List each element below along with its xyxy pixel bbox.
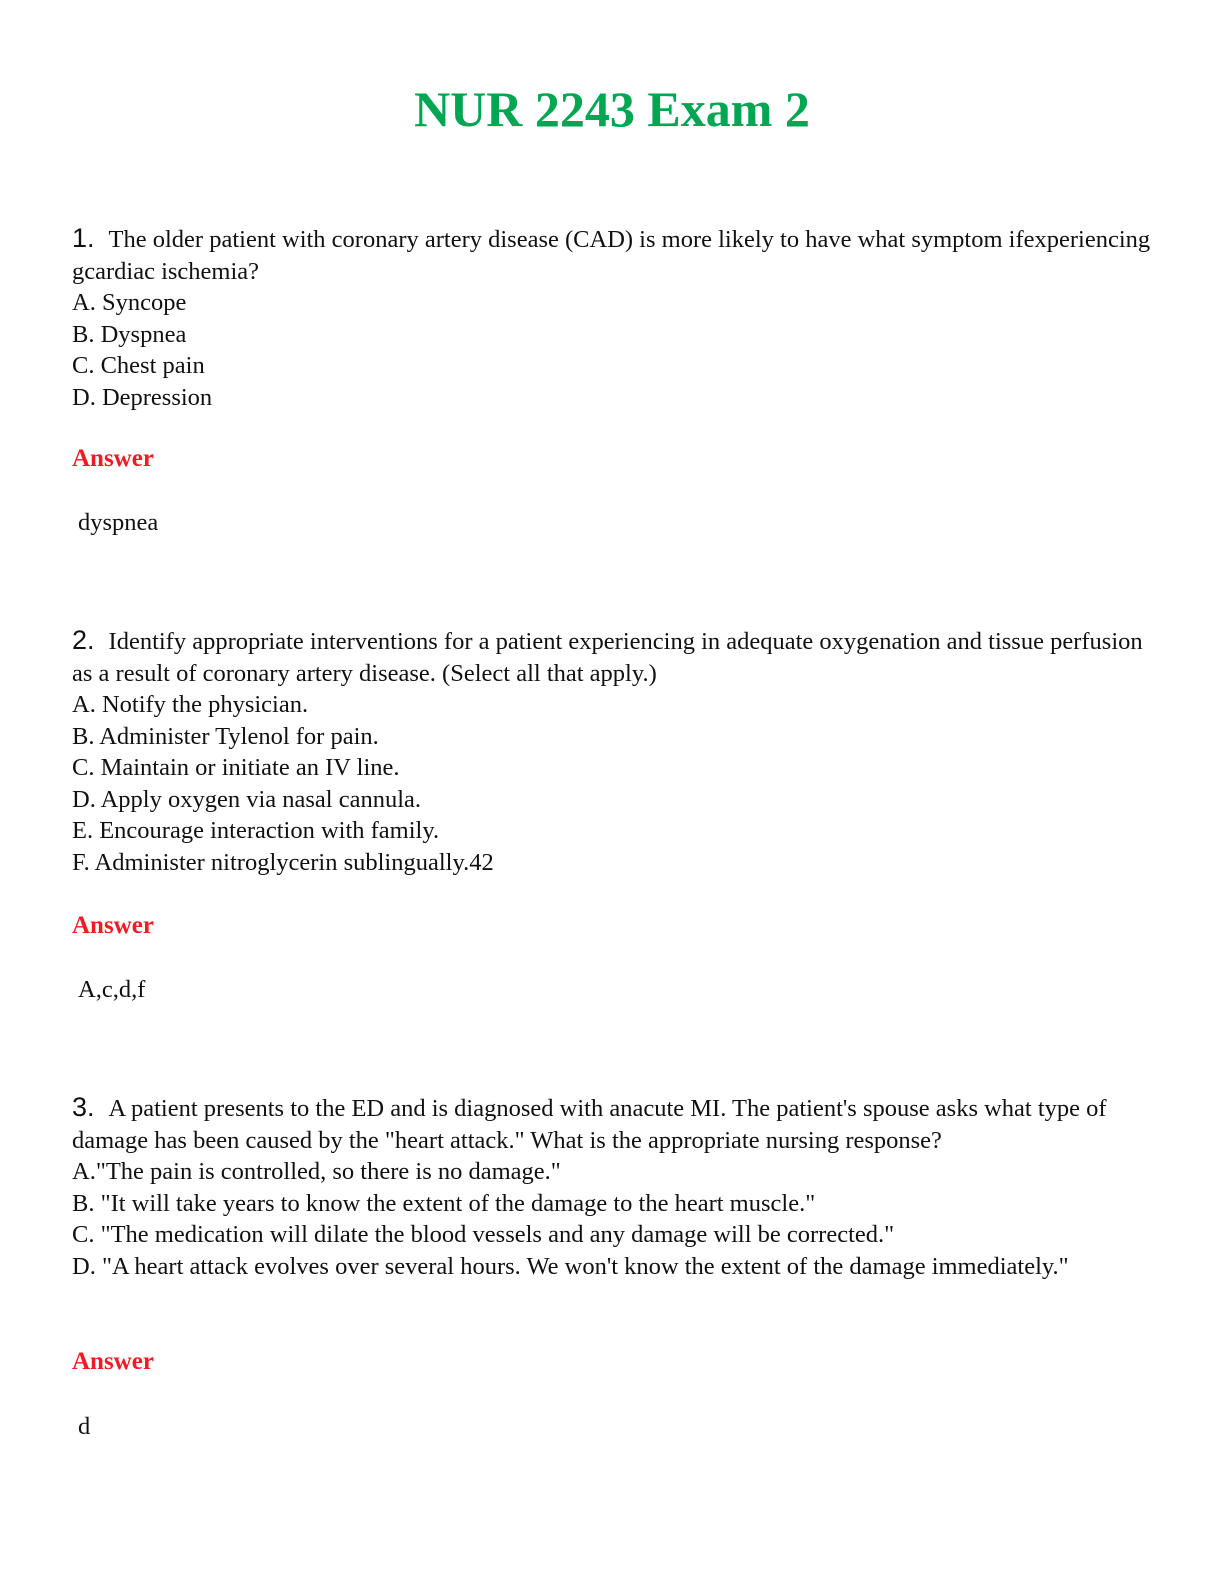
answer-option: D. Depression — [72, 383, 213, 411]
question-prompt: The older patient with coronary artery disease (CAD) is more likely to have what symptom ifexperiencing gcardiac ischemia? — [72, 226, 1151, 285]
answer-option: C. Chest pain — [72, 352, 205, 379]
question-number: 3. — [72, 1092, 95, 1122]
question-text — [72, 223, 1152, 287]
answer-option: B. Dyspnea — [72, 320, 187, 348]
answer-option: B. Administer Tylenol for pain. — [72, 722, 379, 750]
answer-option: D. Apply oxygen via nasal cannula. — [72, 785, 422, 813]
answer-option: D. "A heart attack evolves over several hours. We won't know the extent of the damage immediately." — [72, 1252, 1069, 1280]
answer-value: A,c,d,f — [78, 976, 146, 1003]
question-number: 2. — [72, 625, 95, 655]
answer-heading: Answer — [72, 912, 154, 939]
question-prompt: A patient presents to the ED and is diagnosed with anacute MI. The patient's spouse asks what type of damage has been caused by the "heart attack." What is the appropriate nursing response? — [72, 1095, 1107, 1154]
question-1 — [72, 223, 1152, 413]
question-prompt: Identify appropriate interventions for a patient experiencing in adequate oxygenation and tissue perfusion as a result of coronary artery disease. (Select all that apply.) — [72, 628, 1143, 687]
answer-option: A. Notify the physician. — [72, 691, 309, 718]
answer-option: A."The pain is controlled, so there is no damage." — [72, 1158, 561, 1185]
question-text — [72, 1092, 1152, 1156]
answer-option: B. "It will take years to know the extent of the damage to the heart muscle." — [72, 1189, 816, 1217]
answer-option: E. Encourage interaction with family. — [72, 817, 440, 844]
answer-option: F. Administer nitroglycerin sublingually.42 — [72, 848, 494, 876]
answer-option: C. Maintain or initiate an IV line. — [72, 754, 400, 781]
answer-value: dyspnea — [78, 509, 159, 536]
answer-heading: Answer — [72, 1348, 154, 1375]
question-number: 1. — [72, 223, 95, 253]
question-text — [72, 625, 1152, 689]
answer-option: A. Syncope — [72, 289, 187, 316]
answer-option: C. "The medication will dilate the blood vessels and any damage will be corrected." — [72, 1221, 895, 1248]
question-3 — [72, 1092, 1152, 1282]
page-title: NUR 2243 Exam 2 — [414, 81, 810, 137]
answer-heading: Answer — [72, 445, 154, 472]
answer-value: d — [78, 1413, 91, 1440]
question-2 — [72, 625, 1152, 878]
